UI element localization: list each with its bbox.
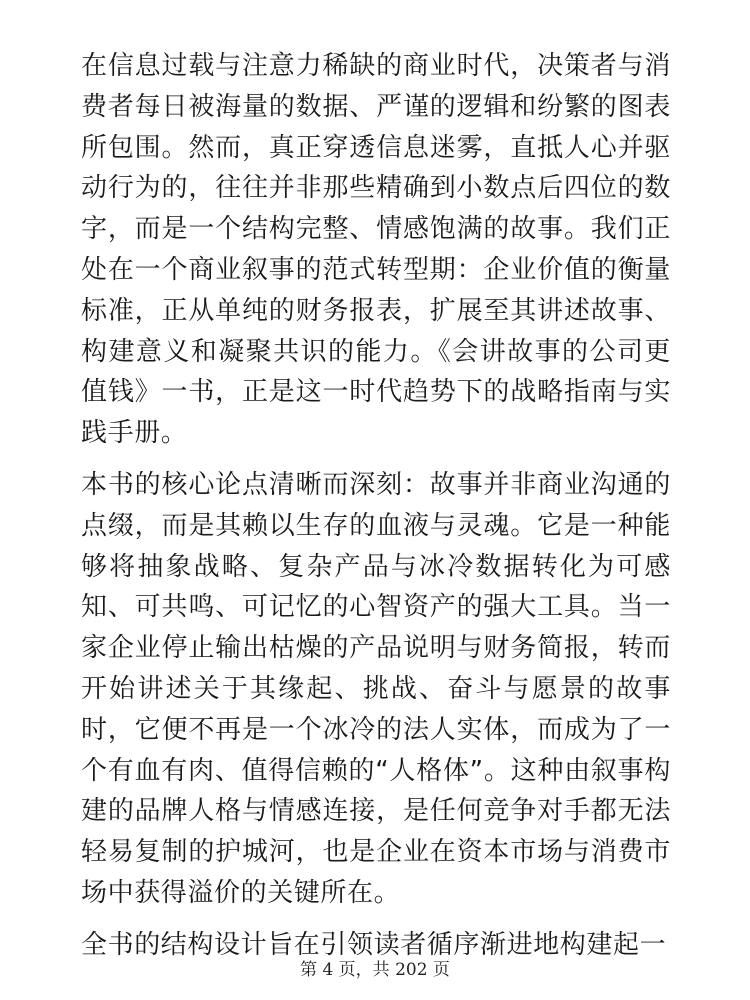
- paragraph-3: 全书的结构设计旨在引领读者循序渐进地构建起一: [81, 929, 667, 960]
- body-text: [81, 46, 671, 966]
- page-number-footer: 第 4 页，共 202 页: [300, 960, 450, 980]
- paragraph-1: 在信息过载与注意力稀缺的商业时代，决策者与消费者每日被海量的数据、严谨的逻辑和纷繁的图表所包围。然而，真正穿透信息迷雾，直抵人心并驱动行为的，往往并非那些精确到小数点后四位的数字，而是一个结构完整、情感饱满的故事。我们正处在一个商业叙事的范式转型期：企业价值的衡量标准，正从单纯的财务报表，扩展至其讲述故事、构建意义和凝聚共识的能力。《会讲故事的公司更值钱》一书，正是这一时代趋势下的战略指南与实践手册。: [81, 51, 671, 449]
- paragraph-2: 本书的核心论点清晰而深刻：故事并非商业沟通的点缀，而是其赖以生存的血液与灵魂。它是一种能够将抽象战略、复杂产品与冰冷数据转化为可感知、可共鸣、可记忆的心智资产的强大工具。当一家企业停止输出枯燥的产品说明与财务简报，转而开始讲述关于其缘起、挑战、奋斗与愿景的故事时，它便不再是一个冰冷的法人实体，而成为了一个有血有肉、值得信赖的“人格体”。这种由叙事构建的品牌人格与情感连接，是任何竞争对手都无法轻易复制的护城河，也是企业在资本市场与消费市场中获得溢价的关键所在。: [81, 469, 671, 908]
